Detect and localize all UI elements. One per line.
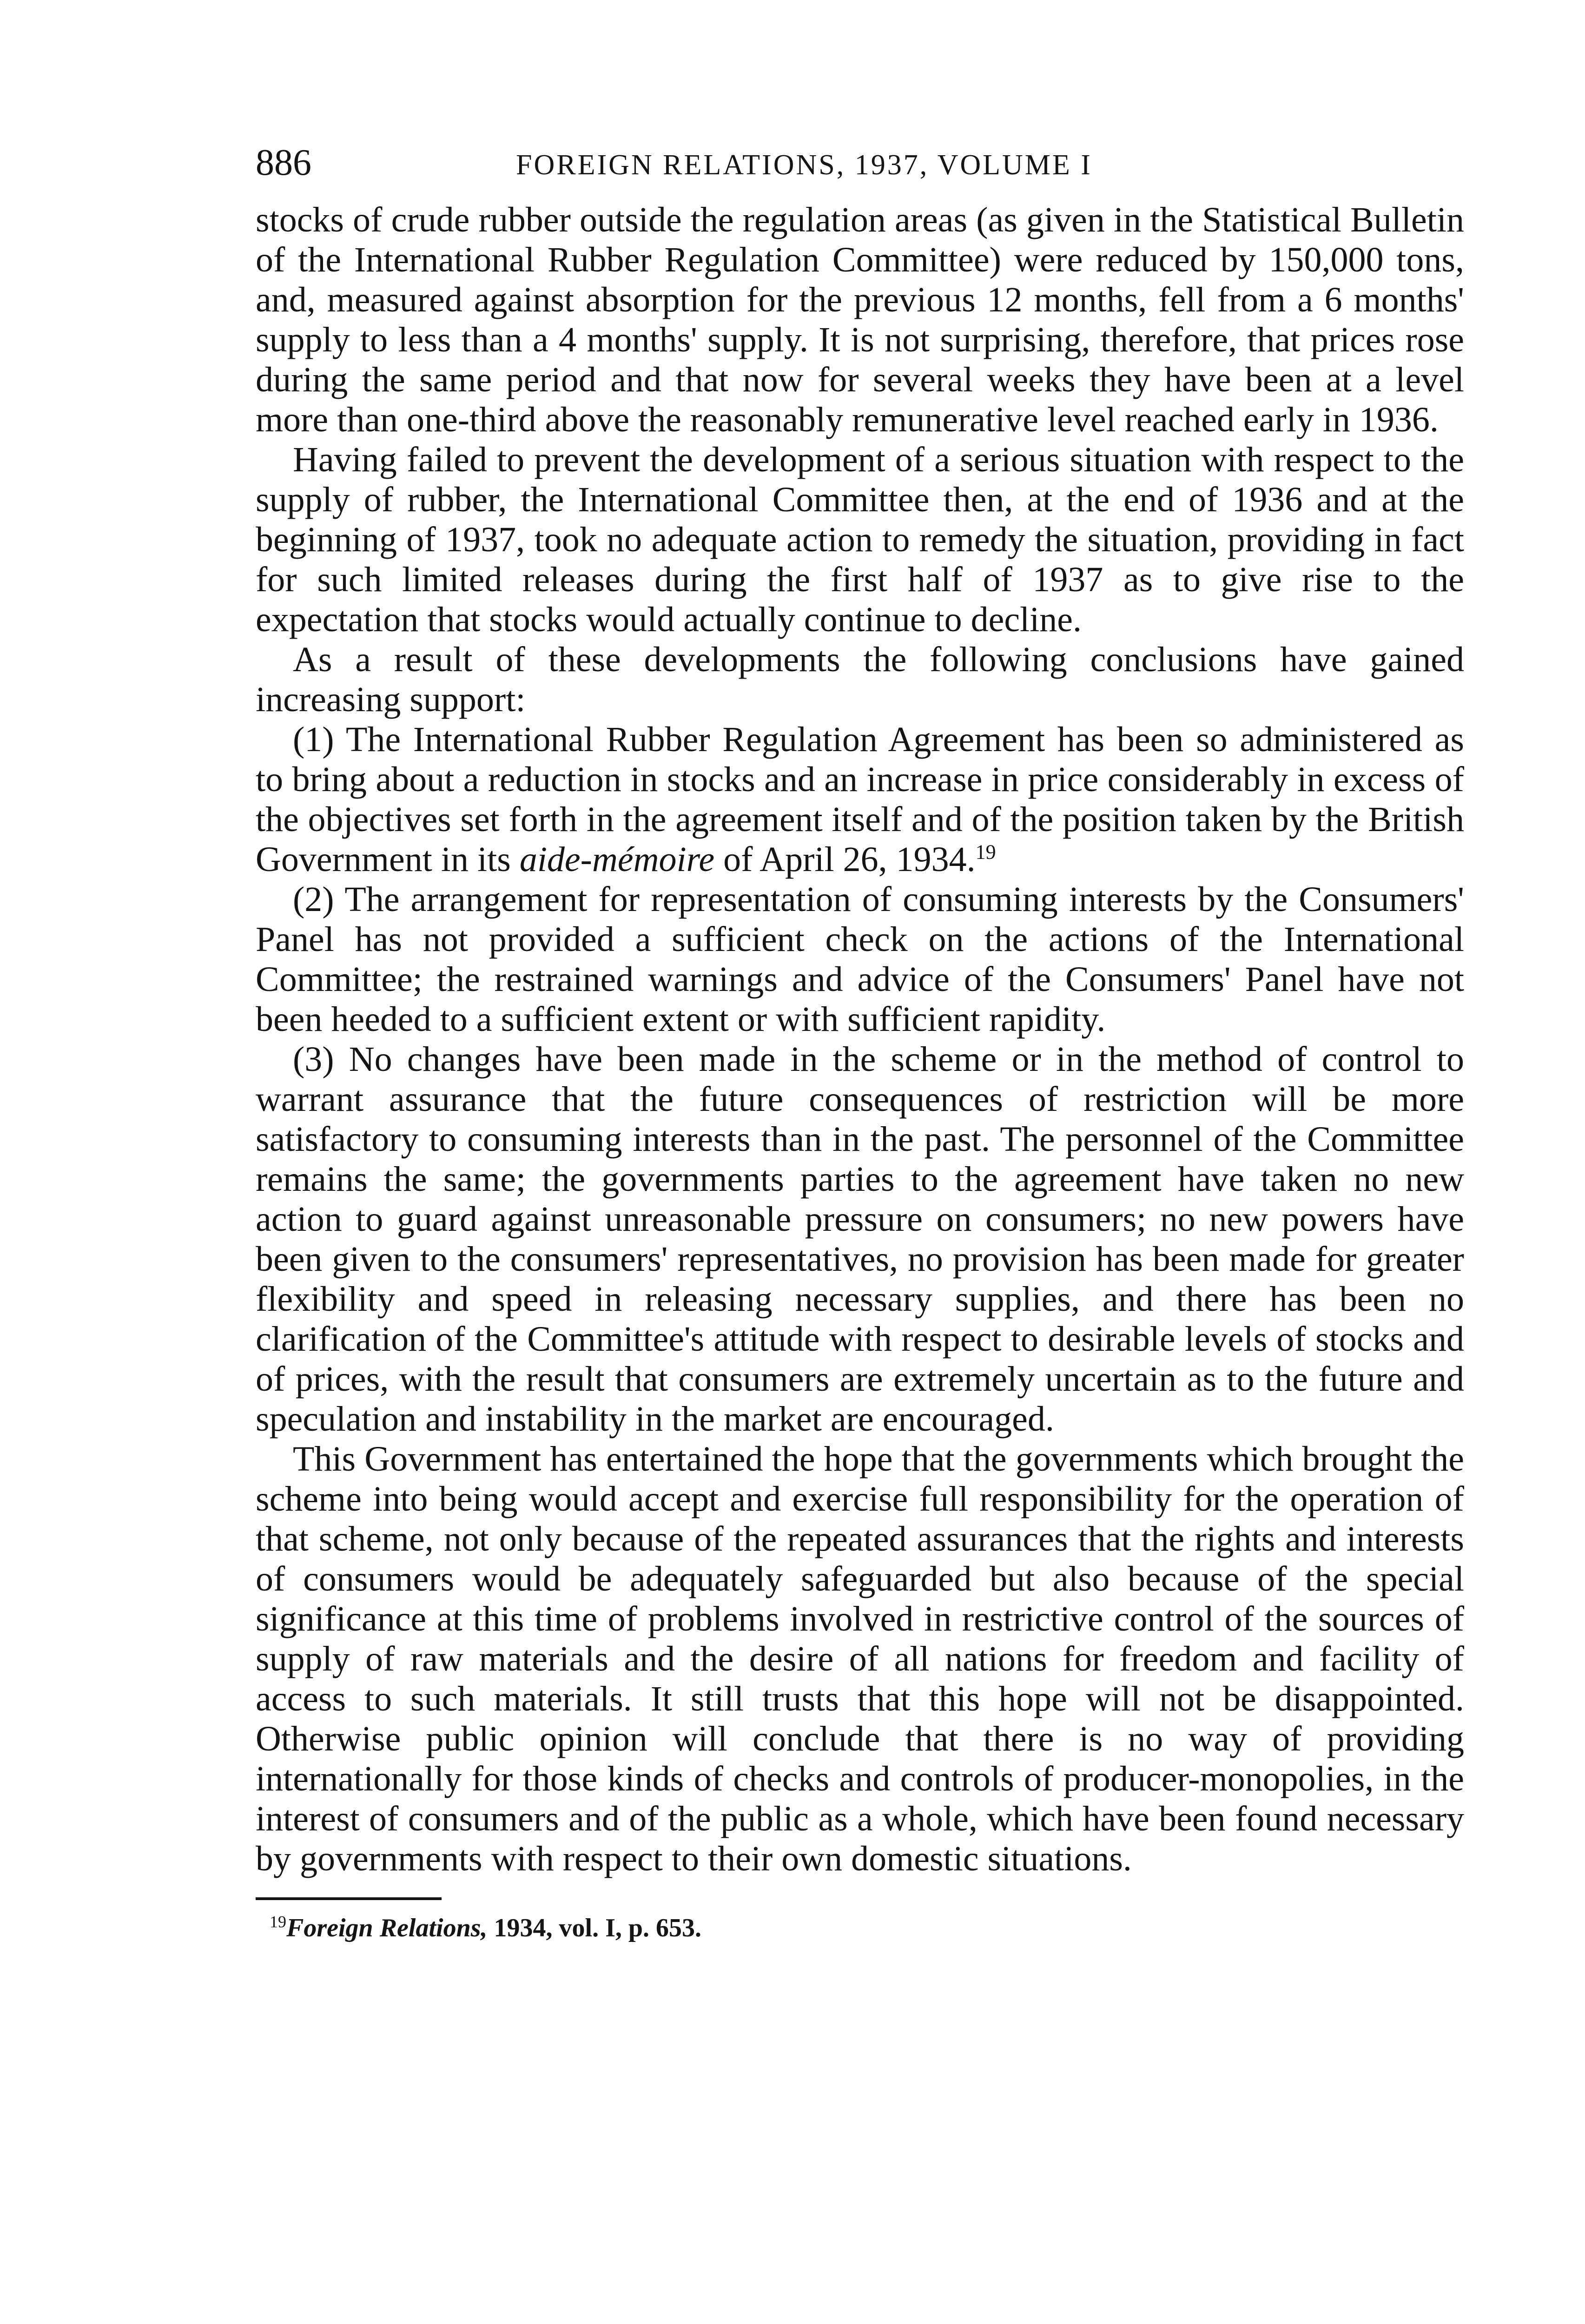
running-head-title: FOREIGN RELATIONS, 1937, VOLUME I (516, 149, 1092, 181)
paragraph-1: stocks of crude rubber outside the regulation areas (as given in the Statistical Bulletin of the International Rubber Regulation Committee) were reduced by 150,000 tons, and, measured against absorption for the previous 12 months, fell from a 6 months' supply to less than a 4 months' supply. It is not surprising, therefore, that prices rose during the same period and that now for several weeks they have been at a level more than one-third above the reasonably remunerative level reached early in 1936. (256, 200, 1464, 439)
aide-memoire-italic: aide-mémoire (519, 840, 715, 879)
footnote-divider (256, 1897, 442, 1900)
footnote-reference[interactable]: 19 (975, 840, 996, 864)
paragraph-5: (2) The arrangement for representation of consuming interests by the Consumers' Panel has not provided a sufficient check on the actions of the International Committee; the restrained warnings and advice of the Consumers' Panel have not been heeded to a sufficient extent or with sufficient rapidity. (256, 880, 1464, 1039)
running-header (256, 139, 1464, 200)
paragraph-4-text: (1) The International Rubber Regulation Agreement has been so administered as to bring about a reduction in stocks and an increase in price considerably in excess of the objectives set forth in the agreement itself and of the position taken by the British Government in its (256, 720, 1464, 879)
paragraph-3: As a result of these developments the following conclusions have gained increasing support: (256, 640, 1464, 719)
paragraph-7: This Government has entertained the hope that the governments which brought the scheme into being would accept and exercise full responsibility for the operation of that scheme, not only because of the repeated assurances that the rights and interests of consumers would be adequately safeguarded but also because of the special significance at this time of problems involved in restrictive control of the sources of supply of raw materials and the desire of all nations for freedom and facility of access to such materials. It still trusts that this hope will not be disappointed. Otherwise public opinion will conclude that there is no way of providing internationally for those kinds of checks and controls of producer-monopolies, in the interest of consumers and of the public as a whole, which have been found necessary by governments with respect to their own domestic situations. (256, 1439, 1464, 1878)
paragraph-6: (3) No changes have been made in the scheme or in the method of control to warrant assurance that the future consequences of restriction will be more satisfactory to consuming interests than in the past. The personnel of the Committee remains the same; the governments parties to the agreement have taken no new action to guard against unreasonable pressure on consumers; no new powers have been given to the consumers' representatives, no provision has been made for greater flexibility and speed in releasing necessary supplies, and there has been no clarification of the Committee's attitude with respect to desirable levels of stocks and of prices, with the result that consumers are extremely uncertain as to the future and speculation and instability in the market are encouraged. (256, 1040, 1464, 1439)
body-text (256, 200, 1464, 1879)
page-number: 886 (256, 142, 311, 183)
footnote (256, 1909, 1464, 1947)
document-page (256, 139, 1464, 1947)
paragraph-4 (256, 720, 1464, 879)
footnote-title: Foreign Relations, (286, 1914, 488, 1942)
footnote-mark: 19 (270, 1912, 286, 1931)
paragraph-2: Having failed to prevent the development of a serious situation with respect to the supply of rubber, the International Committee then, at the end of 1936 and at the beginning of 1937, took no adequate action to remedy the situation, providing in fact for such limited releases during the first half of 1937 as to give rise to the expectation that stocks would actually continue to decline. (256, 440, 1464, 639)
footnote-citation: 1934, vol. I, p. 653. (487, 1914, 702, 1942)
paragraph-4-text-end: of April 26, 1934. (714, 840, 976, 879)
